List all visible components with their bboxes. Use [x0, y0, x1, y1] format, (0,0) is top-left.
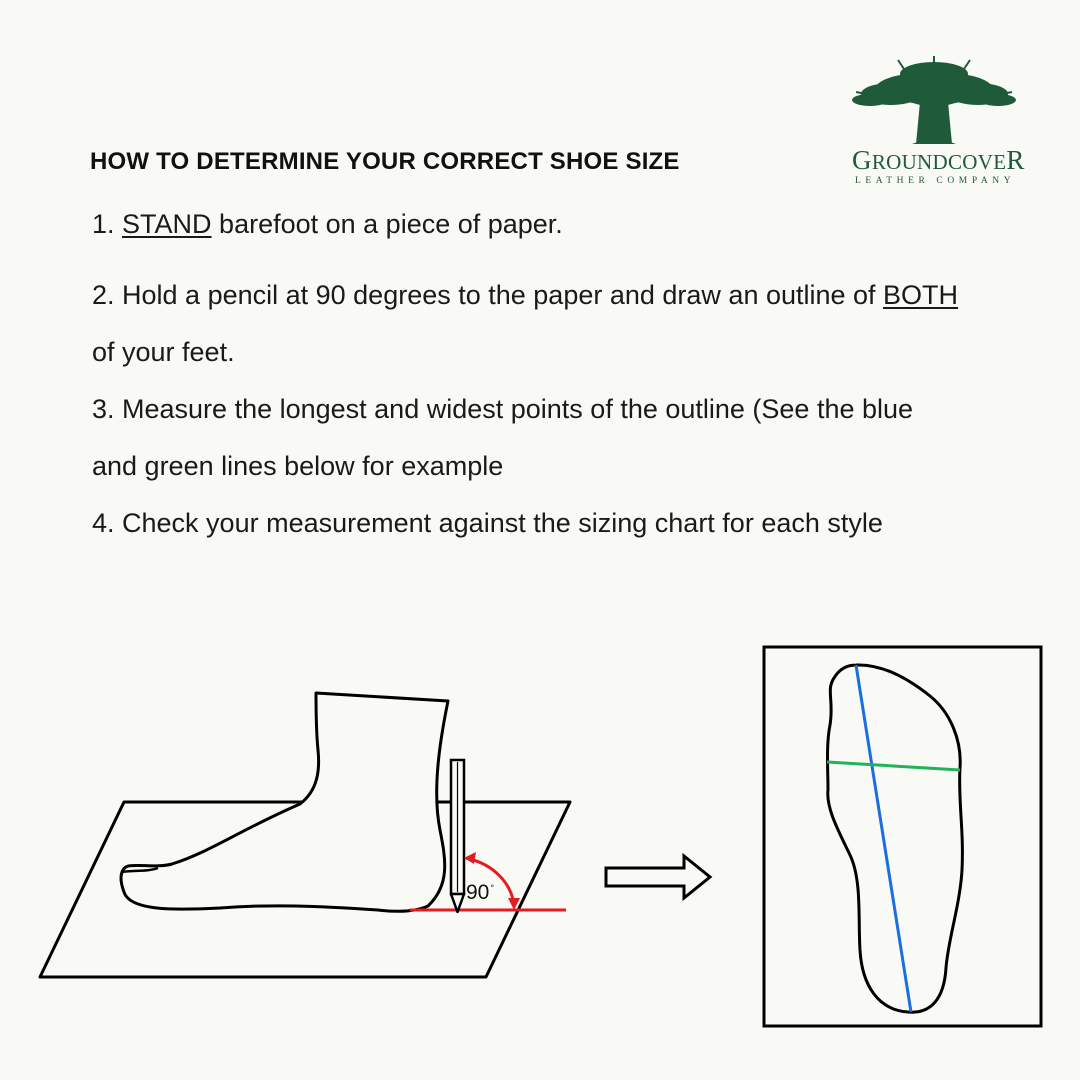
logo-name-middle: ROUNDCOVE	[871, 150, 1007, 174]
degree-symbol: °	[490, 883, 494, 893]
pencil-icon	[451, 760, 464, 912]
page-title: HOW TO DETERMINE YOUR CORRECT SHOE SIZE	[90, 148, 680, 175]
step-3-line-2: and green lines below for example	[92, 451, 504, 481]
right-arrow-icon	[606, 856, 710, 898]
step-1-text: barefoot on a piece of paper.	[211, 209, 563, 239]
angle-value: 90	[466, 881, 490, 904]
logo-initial-g: G	[852, 145, 872, 175]
footprint-outline	[828, 665, 963, 1012]
tracing-frame	[764, 647, 1041, 1026]
width-line	[827, 762, 960, 770]
step-2-text: 2. Hold a pencil at 90 degrees to the paper and draw an outline of	[92, 280, 884, 310]
step-4: 4. Check your measurement against the sizing chart for each style	[92, 508, 883, 538]
step-2-emphasis: BOTH	[883, 280, 959, 310]
step-3-line-1: 3. Measure the longest and widest points of the outline (See the blue	[92, 394, 914, 424]
length-line	[856, 665, 911, 1012]
angle-label	[466, 881, 494, 905]
step-2-line-2: of your feet.	[92, 337, 235, 367]
logo-final-r: R	[1006, 145, 1025, 175]
step-1-emphasis: STAND	[122, 209, 212, 239]
step-1-number: 1.	[92, 209, 123, 239]
logo-subtitle: LEATHER COMPANY	[855, 176, 1016, 186]
